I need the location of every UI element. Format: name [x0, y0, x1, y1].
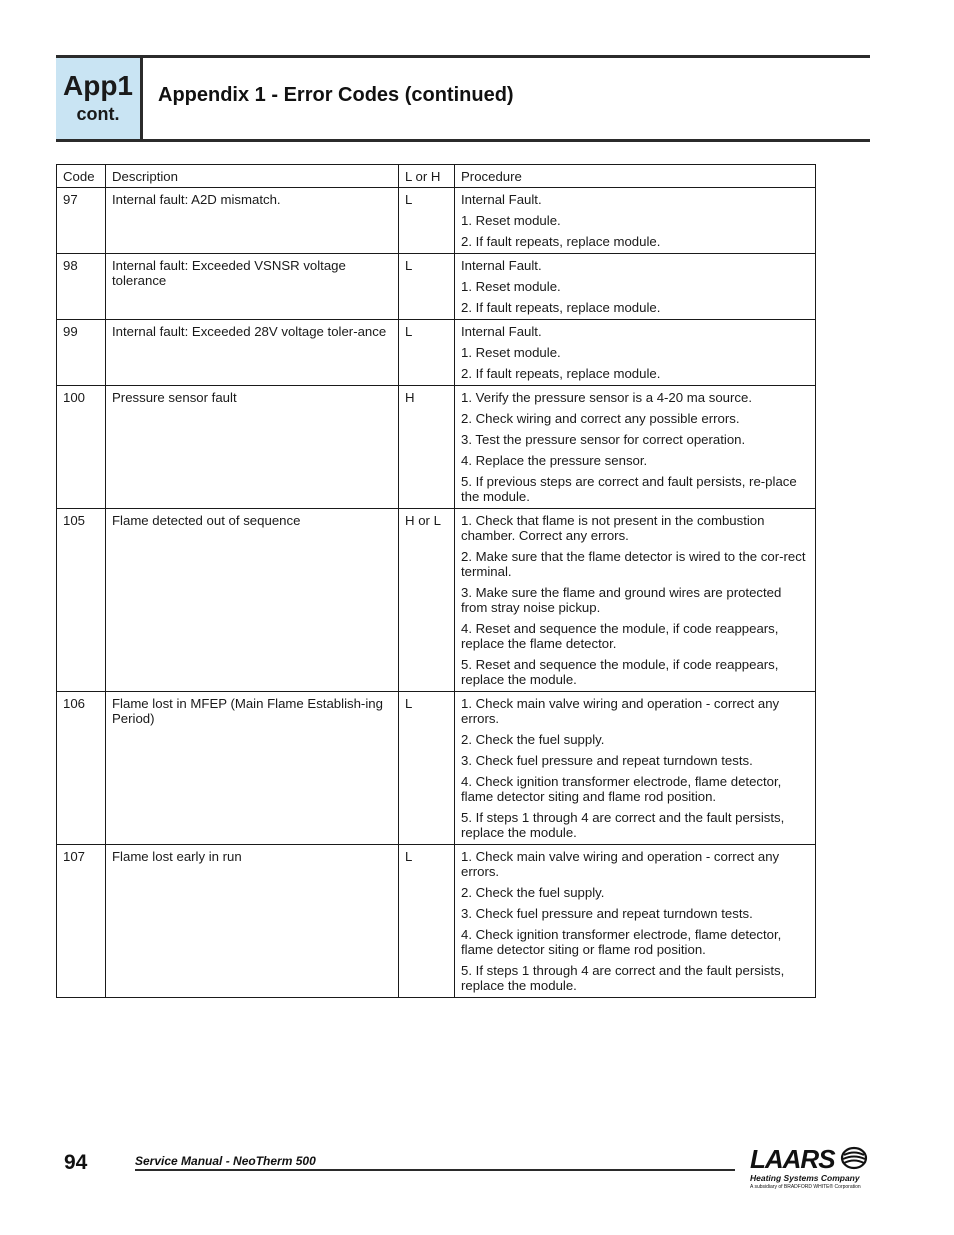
section-tab-label: App1 [63, 70, 133, 101]
cell-code: 106 [57, 692, 106, 845]
procedure-step: 1. Reset module. [461, 279, 561, 294]
cell-procedure [455, 320, 816, 386]
table-row [57, 845, 816, 998]
table-row [57, 320, 816, 386]
cell-description: Pressure sensor fault [106, 386, 399, 509]
logo-subsidiary: A subsidiary of BRADFORD WHITE® Corporation [750, 1184, 861, 1190]
cell-code: 97 [57, 188, 106, 254]
page-number: 94 [64, 1151, 88, 1174]
cell-procedure [455, 188, 816, 254]
error-codes-table [56, 164, 816, 998]
procedure-step: Internal Fault. [461, 324, 542, 339]
procedure-step: 4. Reset and sequence the module, if code reappears, replace the flame detector. [461, 621, 779, 651]
cell-procedure [455, 254, 816, 320]
cell-description: Internal fault: A2D mismatch. [106, 188, 399, 254]
procedure-step: 2. Make sure that the flame detector is wired to the cor-rect terminal. [461, 549, 806, 579]
procedure-step: 5. If steps 1 through 4 are correct and the fault persists, replace the module. [461, 810, 785, 840]
procedure-step: 3. Check fuel pressure and repeat turndown tests. [461, 753, 753, 768]
procedure-step: Internal Fault. [461, 258, 542, 273]
procedure-step: 1. Verify the pressure sensor is a 4-20 ma source. [461, 390, 752, 405]
table-row [57, 254, 816, 320]
header-top-rule [56, 55, 870, 58]
procedure-step: 2. If fault repeats, replace module. [461, 300, 661, 315]
procedure-step: 5. If steps 1 through 4 are correct and the fault persists, replace the module. [461, 963, 785, 993]
section-tab [56, 58, 143, 139]
procedure-step: 1. Reset module. [461, 345, 561, 360]
logo-wordmark: LAARS [750, 1144, 835, 1174]
cell-code: 98 [57, 254, 106, 320]
cell-code: 105 [57, 509, 106, 692]
procedure-step: 2. Check wiring and correct any possible errors. [461, 411, 740, 426]
column-header-procedure: Procedure [455, 165, 816, 188]
cell-description: Flame detected out of sequence [106, 509, 399, 692]
procedure-step: 1. Check main valve wiring and operation - correct any errors. [461, 849, 780, 879]
table-row [57, 386, 816, 509]
procedure-step: 4. Check ignition transformer electrode, flame detector, flame detector siting and flame rod position. [461, 774, 782, 804]
procedure-step: Internal Fault. [461, 192, 542, 207]
footer-rule [135, 1169, 735, 1171]
cell-level: H or L [399, 509, 455, 692]
cell-procedure [455, 386, 816, 509]
manual-title: Service Manual - NeoTherm 500 [135, 1154, 316, 1168]
cell-level: L [399, 254, 455, 320]
cell-code: 100 [57, 386, 106, 509]
procedure-step: 4. Check ignition transformer electrode, flame detector, flame detector siting or flame rod position. [461, 927, 782, 957]
cell-procedure [455, 692, 816, 845]
logo-swirl-icon [840, 1146, 868, 1170]
procedure-step: 5. If previous steps are correct and fault persists, re-place the module. [461, 474, 797, 504]
procedure-step: 3. Check fuel pressure and repeat turndown tests. [461, 906, 753, 921]
table-row [57, 692, 816, 845]
table-header-row [57, 165, 816, 188]
header-bottom-rule [56, 139, 870, 142]
cell-level: L [399, 845, 455, 998]
procedure-step: 1. Reset module. [461, 213, 561, 228]
cell-description: Internal fault: Exceeded 28V voltage toler-ance [106, 320, 399, 386]
cell-level: L [399, 188, 455, 254]
procedure-step: 2. If fault repeats, replace module. [461, 366, 661, 381]
cell-description: Flame lost early in run [106, 845, 399, 998]
procedure-step: 1. Check that flame is not present in the combustion chamber. Correct any errors. [461, 513, 765, 543]
cell-procedure [455, 845, 816, 998]
section-tab-sublabel: cont. [76, 104, 120, 124]
cell-code: 99 [57, 320, 106, 386]
procedure-step: 2. If fault repeats, replace module. [461, 234, 661, 249]
procedure-step: 5. Reset and sequence the module, if code reappears, replace the module. [461, 657, 779, 687]
cell-procedure [455, 509, 816, 692]
procedure-step: 3. Make sure the flame and ground wires are protected from stray noise pickup. [461, 585, 782, 615]
procedure-step: 2. Check the fuel supply. [461, 732, 605, 747]
column-header-level: L or H [399, 165, 455, 188]
page-title: Appendix 1 - Error Codes (continued) [158, 84, 514, 106]
cell-description: Internal fault: Exceeded VSNSR voltage tolerance [106, 254, 399, 320]
procedure-step: 2. Check the fuel supply. [461, 885, 605, 900]
cell-level: L [399, 320, 455, 386]
table-row [57, 188, 816, 254]
cell-code: 107 [57, 845, 106, 998]
cell-level: H [399, 386, 455, 509]
procedure-step: 4. Replace the pressure sensor. [461, 453, 648, 468]
column-header-code: Code [57, 165, 106, 188]
procedure-step: 3. Test the pressure sensor for correct operation. [461, 432, 746, 447]
logo-tagline: Heating Systems Company [750, 1173, 860, 1183]
column-header-description: Description [106, 165, 399, 188]
cell-level: L [399, 692, 455, 845]
table-row [57, 509, 816, 692]
cell-description: Flame lost in MFEP (Main Flame Establish-ing Period) [106, 692, 399, 845]
laars-logo [748, 1144, 870, 1194]
procedure-step: 1. Check main valve wiring and operation - correct any errors. [461, 696, 780, 726]
